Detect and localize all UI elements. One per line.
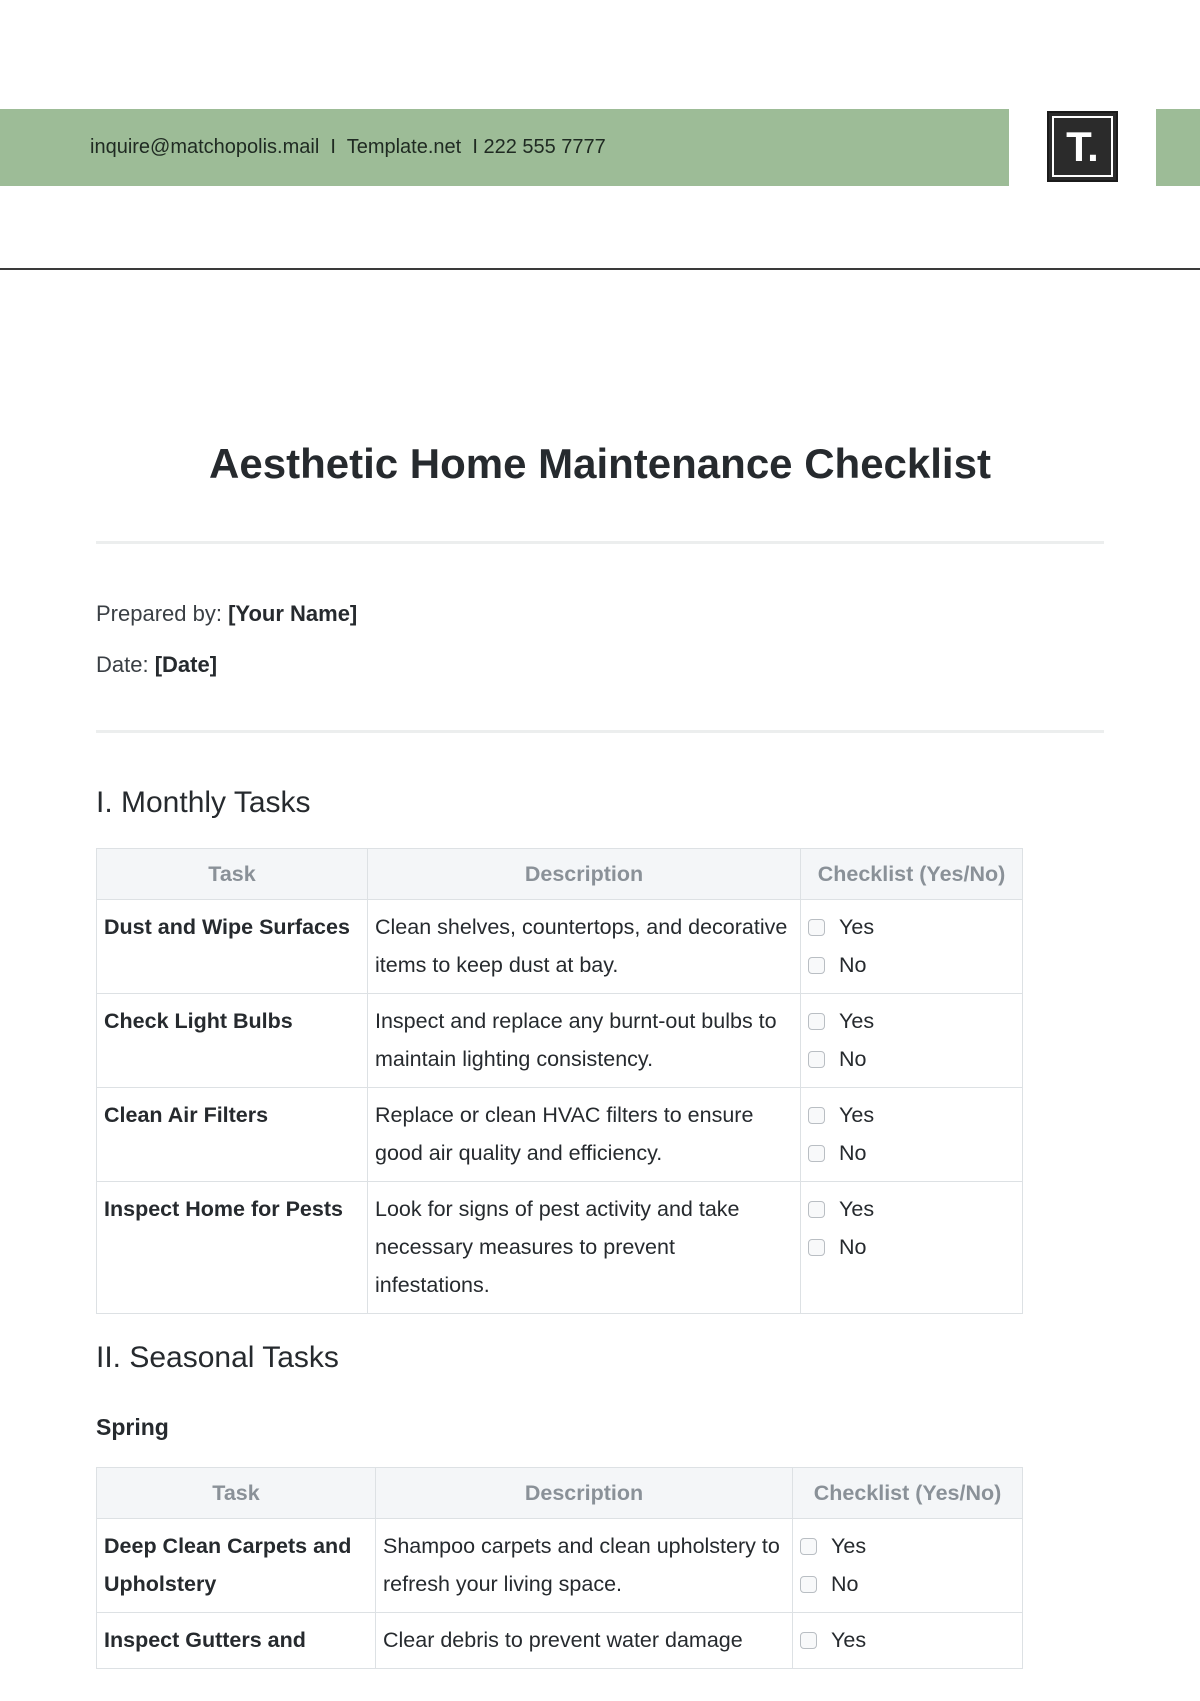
table-row	[97, 1182, 1023, 1314]
no-checkbox[interactable]	[808, 1145, 825, 1162]
yes-checkbox[interactable]	[800, 1632, 817, 1649]
meta-divider	[96, 730, 1104, 733]
yes-option[interactable]	[808, 1002, 1015, 1040]
description-cell: Clear debris to prevent water damage	[376, 1613, 793, 1669]
column-header-description: Description	[376, 1468, 793, 1519]
yes-option[interactable]	[808, 908, 1015, 946]
date-value: [Date]	[154, 652, 218, 677]
yes-label: Yes	[839, 1197, 875, 1221]
table-row	[97, 1613, 1023, 1669]
description-cell: Clean shelves, countertops, and decorative items to keep dust at bay.	[368, 900, 801, 994]
task-cell: Clean Air Filters	[97, 1088, 368, 1182]
season-heading-spring: Spring	[96, 1414, 169, 1440]
no-checkbox[interactable]	[808, 957, 825, 974]
yes-label: Yes	[831, 1628, 867, 1652]
spring-tasks-table	[96, 1467, 1023, 1669]
task-cell: Inspect Gutters and	[97, 1613, 376, 1669]
checklist-cell	[793, 1613, 1023, 1669]
prepared-by-value: [Your Name]	[228, 601, 358, 626]
yes-checkbox[interactable]	[808, 919, 825, 936]
yes-checkbox[interactable]	[808, 1201, 825, 1218]
no-option[interactable]	[800, 1565, 1015, 1603]
header-band-accent	[1156, 109, 1200, 186]
no-option[interactable]	[808, 946, 1015, 984]
column-header-checklist: Checklist (Yes/No)	[793, 1468, 1023, 1519]
table-row	[97, 994, 1023, 1088]
table-row	[97, 1088, 1023, 1182]
no-label: No	[831, 1572, 859, 1596]
checklist-cell	[793, 1519, 1023, 1613]
description-cell: Shampoo carpets and clean upholstery to refresh your living space.	[376, 1519, 793, 1613]
yes-option[interactable]	[800, 1621, 1015, 1659]
no-label: No	[839, 953, 867, 977]
description-cell: Inspect and replace any burnt-out bulbs to maintain lighting consistency.	[368, 994, 801, 1088]
task-cell: Dust and Wipe Surfaces	[97, 900, 368, 994]
date-line	[96, 652, 217, 678]
header-divider	[0, 268, 1200, 270]
logo-text: T.	[1052, 116, 1113, 177]
no-checkbox[interactable]	[808, 1239, 825, 1256]
date-label: Date:	[96, 652, 149, 677]
checklist-cell	[801, 1088, 1023, 1182]
table-header-row	[97, 849, 1023, 900]
contact-info: inquire@matchopolis.mail I Template.net I 222 555 7777	[90, 136, 606, 158]
column-header-description: Description	[368, 849, 801, 900]
table-row	[97, 1519, 1023, 1613]
no-option[interactable]	[808, 1134, 1015, 1172]
no-label: No	[839, 1047, 867, 1071]
task-cell: Deep Clean Carpets and Upholstery	[97, 1519, 376, 1613]
section-heading-monthly: I. Monthly Tasks	[96, 786, 311, 819]
prepared-by-label: Prepared by:	[96, 601, 222, 626]
section-heading-seasonal: II. Seasonal Tasks	[96, 1341, 339, 1374]
yes-label: Yes	[839, 915, 875, 939]
yes-option[interactable]	[808, 1096, 1015, 1134]
prepared-by	[96, 601, 357, 627]
monthly-tasks-table	[96, 848, 1023, 1314]
no-option[interactable]	[808, 1040, 1015, 1078]
checklist-cell	[801, 900, 1023, 994]
yes-label: Yes	[839, 1009, 875, 1033]
yes-checkbox[interactable]	[800, 1538, 817, 1555]
yes-checkbox[interactable]	[808, 1107, 825, 1124]
no-checkbox[interactable]	[800, 1576, 817, 1593]
checklist-cell	[801, 1182, 1023, 1314]
no-label: No	[839, 1141, 867, 1165]
column-header-task: Task	[97, 1468, 376, 1519]
column-header-task: Task	[97, 849, 368, 900]
column-header-checklist: Checklist (Yes/No)	[801, 849, 1023, 900]
description-cell: Look for signs of pest activity and take necessary measures to prevent infestations.	[368, 1182, 801, 1314]
table-header-row	[97, 1468, 1023, 1519]
table-row	[97, 900, 1023, 994]
no-label: No	[839, 1235, 867, 1259]
template-logo	[1047, 111, 1118, 182]
yes-label: Yes	[831, 1534, 867, 1558]
yes-label: Yes	[839, 1103, 875, 1127]
document-title: Aesthetic Home Maintenance Checklist	[209, 440, 991, 487]
title-divider	[96, 541, 1104, 544]
task-cell: Inspect Home for Pests	[97, 1182, 368, 1314]
yes-checkbox[interactable]	[808, 1013, 825, 1030]
task-cell: Check Light Bulbs	[97, 994, 368, 1088]
yes-option[interactable]	[808, 1190, 1015, 1228]
description-cell: Replace or clean HVAC filters to ensure good air quality and efficiency.	[368, 1088, 801, 1182]
checklist-cell	[801, 994, 1023, 1088]
no-option[interactable]	[808, 1228, 1015, 1266]
yes-option[interactable]	[800, 1527, 1015, 1565]
no-checkbox[interactable]	[808, 1051, 825, 1068]
